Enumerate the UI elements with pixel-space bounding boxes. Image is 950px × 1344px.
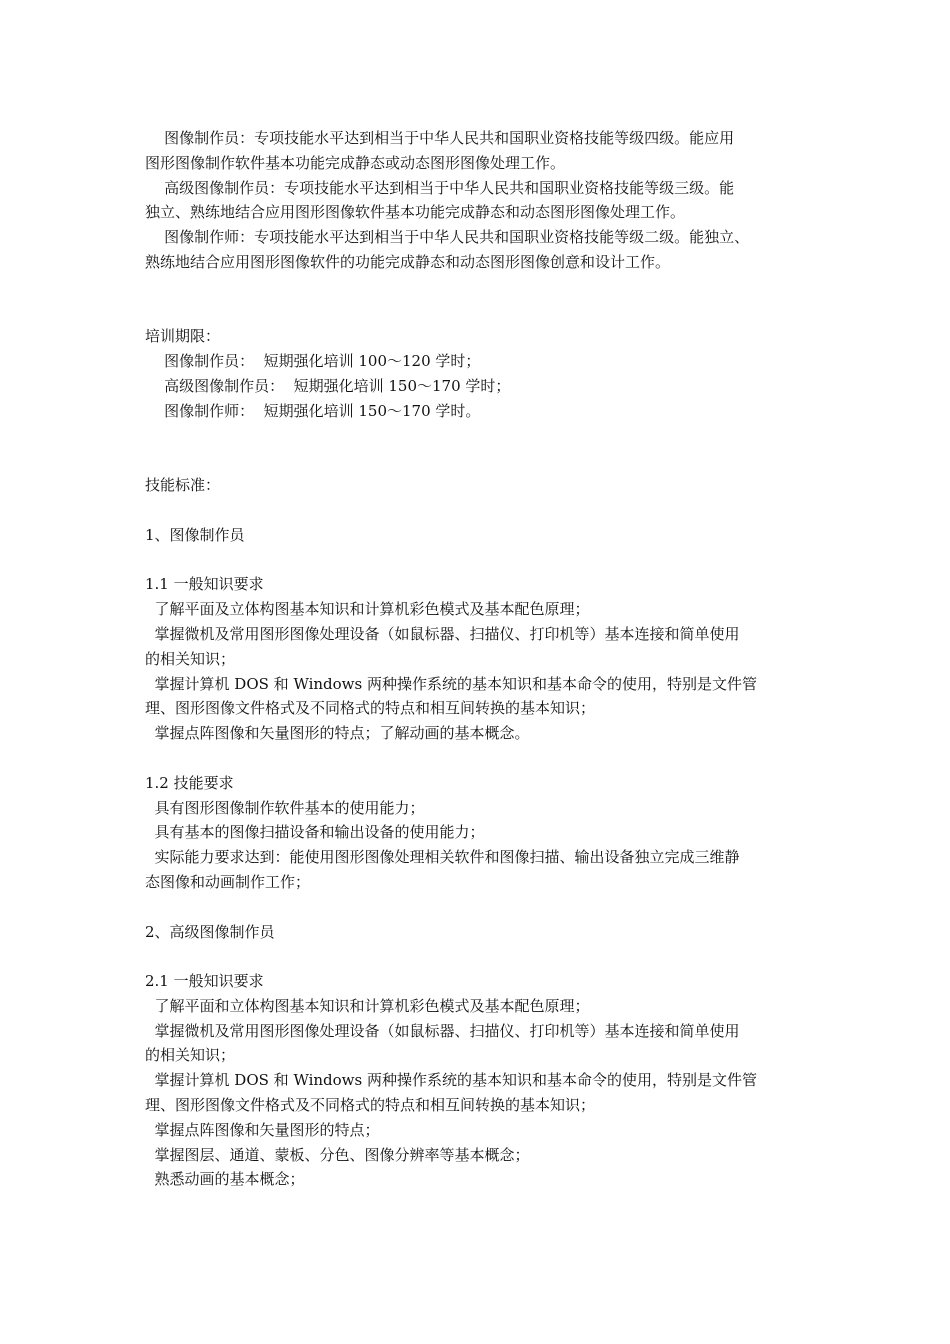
text-line: 图像制作师： 短期强化培训 150～170 学时。 (145, 401, 481, 420)
text-line: 态图像和动画制作工作； (145, 872, 311, 891)
blank-line (145, 944, 815, 969)
text-line: 2.1 一般知识要求 (145, 972, 264, 991)
text-line: 培训期限： (145, 327, 221, 346)
text-line: 的相关知识； (145, 649, 236, 668)
text-line: 了解平面及立体构图基本知识和计算机彩色模式及基本配色原理； (145, 600, 590, 619)
text-line: 掌握图层、通道、蒙板、分色、图像分辨率等基本概念； (145, 1145, 530, 1164)
blank-line (145, 895, 815, 920)
text-line: 高级图像制作员：专项技能水平达到相当于中华人民共和国职业资格技能等级三级。能 (145, 178, 735, 197)
blank-line (145, 424, 815, 449)
text-line: 掌握计算机 DOS 和 Windows 两种操作系统的基本知识和基本命令的使用，特别是文件管 (145, 674, 757, 693)
text-line: 理、图形图像文件格式及不同格式的特点和相互间转换的基本知识； (145, 699, 596, 718)
text-line: 实际能力要求达到：能使用图形图像处理相关软件和图像扫描、输出设备独立完成三维静 (145, 848, 740, 867)
text-line: 掌握计算机 DOS 和 Windows 两种操作系统的基本知识和基本命令的使用，特别是文件管 (145, 1071, 757, 1090)
text-line: 1.2 技能要求 (145, 773, 234, 792)
text-line: 掌握微机及常用图形图像处理设备（如鼠标器、扫描仪、打印机等）基本连接和简单使用 (145, 1021, 740, 1040)
text-line: 掌握微机及常用图形图像处理设备（如鼠标器、扫描仪、打印机等）基本连接和简单使用 (145, 624, 740, 643)
text-line: 理、图形图像文件格式及不同格式的特点和相互间转换的基本知识； (145, 1096, 596, 1115)
text-line: 具有基本的图像扫描设备和输出设备的使用能力； (145, 823, 485, 842)
text-line: 1、图像制作员 (145, 525, 245, 544)
text-line: 具有图形图像制作软件基本的使用能力； (145, 798, 425, 817)
text-line: 掌握点阵图像和矢量图形的特点； (145, 1120, 380, 1139)
text-line: 图像制作员： 短期强化培训 100～120 学时； (145, 352, 481, 371)
blank-line (145, 498, 815, 523)
text-line: 图像制作师：专项技能水平达到相当于中华人民共和国职业资格技能等级二级。能独立、 (145, 228, 750, 247)
text-line: 图像制作员：专项技能水平达到相当于中华人民共和国职业资格技能等级四级。能应用 (145, 129, 735, 147)
text-line: 高级图像制作员： 短期强化培训 150～170 学时； (145, 376, 511, 395)
text-line: 独立、熟练地结合应用图形图像软件基本功能完成静态和动态图形图像处理工作。 (145, 203, 686, 222)
blank-line (145, 746, 815, 771)
blank-line (145, 448, 815, 473)
text-line: 了解平面和立体构图基本知识和计算机彩色模式及基本配色原理； (145, 996, 590, 1015)
text-line: 1.1 一般知识要求 (145, 575, 264, 594)
text-line: 熟练地结合应用图形图像软件的功能完成静态和动态图形图像创意和设计工作。 (145, 252, 671, 271)
text-line: 的相关知识； (145, 1046, 236, 1065)
text-line: 图形图像制作软件基本功能完成静态或动态图形图像处理工作。 (145, 153, 566, 172)
document-body (145, 126, 815, 1192)
blank-line (145, 275, 815, 300)
blank-line (145, 300, 815, 325)
text-line: 掌握点阵图像和矢量图形的特点；了解动画的基本概念。 (145, 724, 530, 743)
blank-line (145, 548, 815, 573)
text-line: 技能标准： (145, 476, 221, 495)
text-line: 2、高级图像制作员 (145, 922, 275, 941)
text-line: 熟悉动画的基本概念； (145, 1170, 305, 1189)
